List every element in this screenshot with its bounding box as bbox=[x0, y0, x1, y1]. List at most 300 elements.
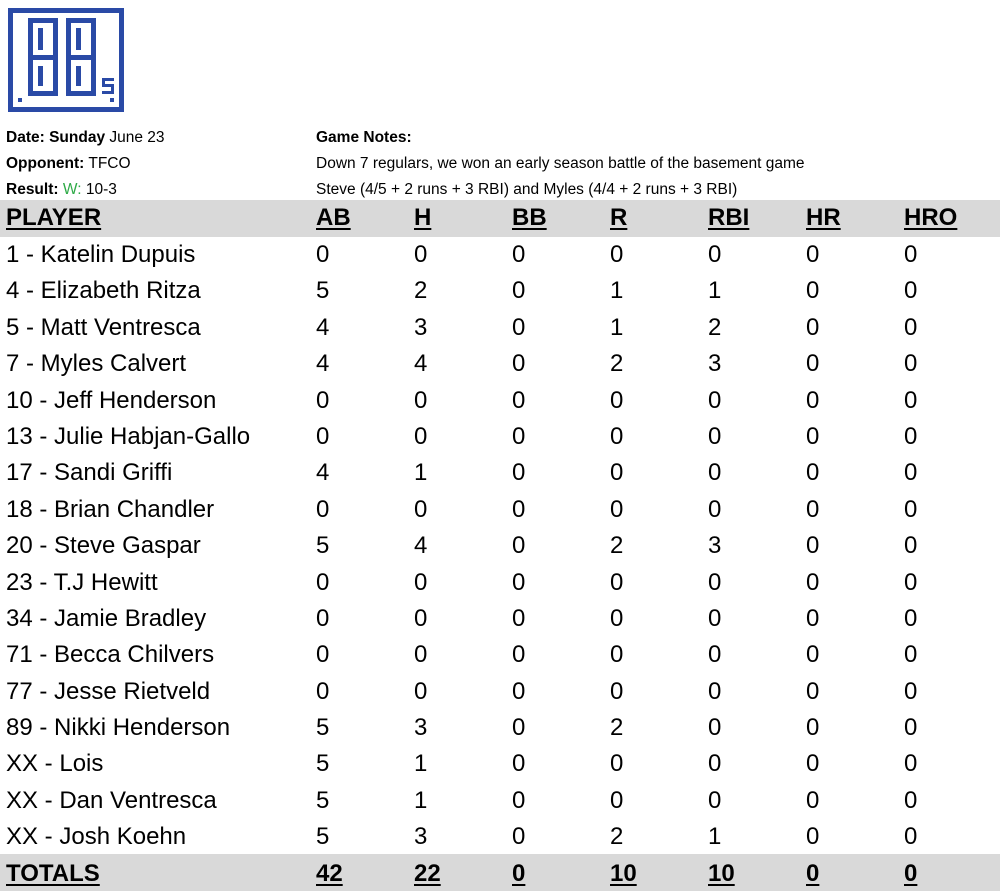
player-row-cell-ab bbox=[316, 419, 329, 455]
player-row-cell-h bbox=[414, 565, 427, 601]
player-row-cell-hr bbox=[806, 455, 819, 491]
player-row-value-player: 1 - Katelin Dupuis bbox=[6, 241, 196, 268]
player-row-value-h: 2 bbox=[414, 277, 428, 305]
player-row-value-h: 0 bbox=[414, 241, 428, 268]
player-row-cell-r bbox=[610, 455, 623, 491]
player-row-cell-bb bbox=[512, 273, 525, 309]
player-row-cell-rbi bbox=[708, 455, 721, 491]
player-row-cell-h bbox=[414, 383, 427, 419]
player-row-cell-ab bbox=[316, 674, 329, 710]
player-row-cell-hro bbox=[904, 819, 917, 855]
player-row-value-hro: 0 bbox=[904, 568, 918, 596]
player-row-value-h: 0 bbox=[414, 422, 428, 450]
player-row-value-hr: 0 bbox=[806, 750, 820, 778]
totals-row-cell-player bbox=[6, 856, 100, 892]
player-row-value-player: 18 - Brian Chandler bbox=[6, 495, 215, 523]
player-row-value-rbi: 1 bbox=[708, 277, 722, 305]
player-row-cell-hro bbox=[904, 419, 917, 455]
player-row-cell-rbi bbox=[708, 637, 721, 673]
player-row-value-bb: 0 bbox=[512, 823, 526, 851]
player-row-cell-bb bbox=[512, 455, 525, 491]
player-row-value-rbi: 1 bbox=[708, 823, 722, 851]
player-row-cell-ab bbox=[316, 310, 329, 346]
player-row-value-rbi: 0 bbox=[708, 568, 722, 596]
header-row-cell-h bbox=[414, 200, 431, 236]
team-logo bbox=[6, 6, 126, 114]
player-row-value-rbi: 0 bbox=[708, 604, 722, 632]
player-row-cell-h bbox=[414, 492, 427, 528]
header-row-value-rbi: RBI bbox=[708, 204, 750, 231]
player-row-cell-hr bbox=[806, 273, 819, 309]
player-row-value-hr: 0 bbox=[806, 277, 820, 305]
player-row-cell-r bbox=[610, 601, 623, 637]
header-row-cell-r bbox=[610, 200, 627, 236]
player-row-cell-rbi bbox=[708, 746, 721, 782]
game-notes-line-1: Down 7 regulars, we won an early season battle of the basement game bbox=[316, 155, 805, 172]
player-row-cell-rbi bbox=[708, 346, 721, 382]
player-row-cell-bb bbox=[512, 710, 525, 746]
player-row-value-hr: 0 bbox=[806, 313, 820, 341]
player-row-cell-rbi bbox=[708, 310, 721, 346]
player-row-cell-ab bbox=[316, 819, 329, 855]
player-row-value-h: 3 bbox=[414, 823, 428, 851]
player-row-value-h: 0 bbox=[414, 495, 428, 523]
player-row-cell-hr bbox=[806, 637, 819, 673]
player-row-value-bb: 0 bbox=[512, 241, 526, 268]
player-row-cell-hro bbox=[904, 383, 917, 419]
header-row-value-hro: HRO bbox=[904, 204, 958, 231]
player-row-cell-hro bbox=[904, 528, 917, 564]
player-row-value-ab: 0 bbox=[316, 568, 330, 596]
player-row-value-bb: 0 bbox=[512, 641, 526, 669]
player-row-cell-ab bbox=[316, 455, 329, 491]
player-row-value-hro: 0 bbox=[904, 459, 918, 487]
player-row bbox=[0, 237, 1000, 273]
player-row-value-hro: 0 bbox=[904, 532, 918, 560]
player-row-value-ab: 4 bbox=[316, 350, 330, 378]
player-row bbox=[0, 746, 1000, 782]
player-row-cell-r bbox=[610, 310, 623, 346]
player-row-value-h: 4 bbox=[414, 350, 428, 378]
player-row-value-h: 3 bbox=[414, 313, 428, 341]
player-row-cell-r bbox=[610, 492, 623, 528]
player-row-cell-bb bbox=[512, 637, 525, 673]
player-row-value-hr: 0 bbox=[806, 641, 820, 669]
player-row-cell-player bbox=[6, 783, 217, 819]
player-row-cell-r bbox=[610, 674, 623, 710]
game-info bbox=[6, 125, 165, 203]
player-row-cell-hro bbox=[904, 237, 917, 273]
player-row-value-ab: 0 bbox=[316, 422, 330, 450]
header-row-cell-player bbox=[6, 200, 101, 236]
date-label: Date: bbox=[6, 129, 45, 146]
player-row-cell-h bbox=[414, 237, 427, 273]
player-row-cell-rbi bbox=[708, 783, 721, 819]
player-row-value-hro: 0 bbox=[904, 277, 918, 305]
player-row-value-bb: 0 bbox=[512, 568, 526, 596]
player-row-cell-hro bbox=[904, 710, 917, 746]
player-row-value-rbi: 0 bbox=[708, 786, 722, 814]
totals-row-cell-r bbox=[610, 856, 637, 892]
totals-row-value-hr: 0 bbox=[806, 859, 820, 887]
header-row-cell-rbi bbox=[708, 200, 749, 236]
date-value: June 23 bbox=[109, 129, 165, 146]
player-row-cell-ab bbox=[316, 746, 329, 782]
game-notes-line-2: Steve (4/5 + 2 runs + 3 RBI) and Myles (4/4 + 2 runs + 3 RBI) bbox=[316, 181, 738, 198]
player-row-value-bb: 0 bbox=[512, 350, 526, 378]
player-row-value-hr: 0 bbox=[806, 568, 820, 596]
logo-88s-icon bbox=[6, 6, 126, 114]
player-row-cell-ab bbox=[316, 273, 329, 309]
player-row-cell-r bbox=[610, 819, 623, 855]
player-row-value-bb: 0 bbox=[512, 313, 526, 341]
player-row-value-ab: 5 bbox=[316, 823, 330, 851]
player-row-cell-hro bbox=[904, 455, 917, 491]
player-row-cell-player bbox=[6, 273, 201, 309]
totals-row-value-h: 22 bbox=[414, 859, 441, 887]
player-row-value-bb: 0 bbox=[512, 677, 526, 705]
player-row-value-bb: 0 bbox=[512, 386, 526, 414]
player-row-cell-bb bbox=[512, 565, 525, 601]
game-notes-title: Game Notes: bbox=[316, 129, 412, 146]
result-label: Result: bbox=[6, 181, 59, 198]
player-row-cell-rbi bbox=[708, 528, 721, 564]
header-row-cell-hro bbox=[904, 200, 957, 236]
player-row-value-hro: 0 bbox=[904, 641, 918, 669]
player-row-value-r: 0 bbox=[610, 677, 624, 705]
player-row-cell-rbi bbox=[708, 819, 721, 855]
totals-row-cell-rbi bbox=[708, 856, 735, 892]
player-row-value-bb: 0 bbox=[512, 714, 526, 742]
player-row-value-h: 3 bbox=[414, 714, 428, 742]
player-row-cell-h bbox=[414, 528, 427, 564]
player-row-cell-h bbox=[414, 455, 427, 491]
player-row-value-hro: 0 bbox=[904, 495, 918, 523]
player-row-value-r: 0 bbox=[610, 241, 624, 268]
player-row-value-player: XX - Josh Koehn bbox=[6, 823, 187, 851]
player-row-value-hro: 0 bbox=[904, 241, 918, 268]
player-row-cell-h bbox=[414, 419, 427, 455]
player-row bbox=[0, 419, 1000, 455]
player-row-cell-hr bbox=[806, 565, 819, 601]
player-row-value-h: 1 bbox=[414, 459, 428, 487]
player-row-cell-hro bbox=[904, 310, 917, 346]
player-row-cell-h bbox=[414, 637, 427, 673]
totals-row-cell-hr bbox=[806, 856, 819, 892]
stats-table bbox=[0, 200, 1000, 893]
header-row-value-h: H bbox=[414, 204, 432, 231]
player-row-value-ab: 0 bbox=[316, 241, 330, 268]
player-row-cell-hr bbox=[806, 783, 819, 819]
player-row-cell-rbi bbox=[708, 237, 721, 273]
totals-row-cell-ab bbox=[316, 856, 343, 892]
player-row-cell-rbi bbox=[708, 674, 721, 710]
player-row-value-h: 1 bbox=[414, 786, 428, 814]
date-day: Sunday bbox=[49, 129, 106, 146]
header-row-value-r: R bbox=[610, 204, 628, 231]
player-row-cell-h bbox=[414, 746, 427, 782]
player-row-value-hro: 0 bbox=[904, 750, 918, 778]
opponent-label: Opponent: bbox=[6, 155, 85, 172]
player-row-cell-player bbox=[6, 601, 206, 637]
player-row-cell-hr bbox=[806, 746, 819, 782]
player-row-value-r: 2 bbox=[610, 823, 624, 851]
player-row-cell-bb bbox=[512, 383, 525, 419]
player-row-value-hr: 0 bbox=[806, 786, 820, 814]
player-row-value-player: 17 - Sandi Griffi bbox=[6, 459, 173, 487]
player-row-value-hr: 0 bbox=[806, 677, 820, 705]
player-row-value-r: 0 bbox=[610, 386, 624, 414]
player-row-cell-player bbox=[6, 455, 172, 491]
player-row-value-ab: 5 bbox=[316, 714, 330, 742]
player-row-value-hro: 0 bbox=[904, 313, 918, 341]
player-row-value-player: 23 - T.J Hewitt bbox=[6, 568, 158, 596]
player-row-value-rbi: 0 bbox=[708, 422, 722, 450]
totals-row-value-r: 10 bbox=[610, 859, 637, 887]
player-row-value-h: 0 bbox=[414, 386, 428, 414]
player-row-cell-h bbox=[414, 710, 427, 746]
player-row-cell-hr bbox=[806, 674, 819, 710]
player-row-cell-player bbox=[6, 346, 186, 382]
player-row-value-ab: 0 bbox=[316, 641, 330, 669]
game-notes bbox=[316, 125, 805, 203]
player-row-cell-player bbox=[6, 383, 216, 419]
player-row-value-r: 0 bbox=[610, 641, 624, 669]
player-row-cell-ab bbox=[316, 783, 329, 819]
player-row-cell-bb bbox=[512, 419, 525, 455]
player-row bbox=[0, 674, 1000, 710]
player-row-cell-hr bbox=[806, 346, 819, 382]
header-row-cell-hr bbox=[806, 200, 841, 236]
result-score: 10-3 bbox=[85, 181, 117, 198]
player-row-cell-player bbox=[6, 746, 103, 782]
player-row-cell-player bbox=[6, 637, 214, 673]
player-row-cell-hro bbox=[904, 783, 917, 819]
player-row bbox=[0, 565, 1000, 601]
player-row-value-bb: 0 bbox=[512, 750, 526, 778]
player-row-cell-bb bbox=[512, 237, 525, 273]
player-row bbox=[0, 637, 1000, 673]
header-row-value-player: PLAYER bbox=[6, 204, 102, 231]
player-row-cell-hro bbox=[904, 492, 917, 528]
player-row-value-hr: 0 bbox=[806, 532, 820, 560]
player-row-cell-hr bbox=[806, 419, 819, 455]
player-row-value-ab: 0 bbox=[316, 677, 330, 705]
player-row-cell-hro bbox=[904, 273, 917, 309]
player-row-value-r: 0 bbox=[610, 786, 624, 814]
player-row-cell-hr bbox=[806, 383, 819, 419]
player-row-value-r: 0 bbox=[610, 750, 624, 778]
player-row-cell-player bbox=[6, 528, 201, 564]
player-row-value-h: 1 bbox=[414, 750, 428, 778]
player-row-value-hr: 0 bbox=[806, 714, 820, 742]
player-row-value-hro: 0 bbox=[904, 350, 918, 378]
player-row-cell-r bbox=[610, 528, 623, 564]
player-row-cell-player bbox=[6, 419, 250, 455]
player-row-cell-rbi bbox=[708, 710, 721, 746]
player-row-value-rbi: 0 bbox=[708, 459, 722, 487]
player-row-cell-hr bbox=[806, 310, 819, 346]
player-row-value-rbi: 0 bbox=[708, 750, 722, 778]
player-row-value-r: 2 bbox=[610, 532, 624, 560]
player-row-value-ab: 0 bbox=[316, 386, 330, 414]
totals-row-cell-h bbox=[414, 856, 441, 892]
player-row-cell-ab bbox=[316, 601, 329, 637]
player-row-cell-hr bbox=[806, 710, 819, 746]
player-row-value-hro: 0 bbox=[904, 677, 918, 705]
player-row-value-player: 89 - Nikki Henderson bbox=[6, 714, 231, 742]
player-row-cell-bb bbox=[512, 492, 525, 528]
player-row-cell-rbi bbox=[708, 565, 721, 601]
player-row bbox=[0, 819, 1000, 855]
player-row-cell-player bbox=[6, 565, 158, 601]
player-row-value-rbi: 0 bbox=[708, 495, 722, 523]
player-row-value-rbi: 0 bbox=[708, 641, 722, 669]
player-row bbox=[0, 601, 1000, 637]
totals-row-cell-hro bbox=[904, 856, 917, 892]
player-row-value-ab: 5 bbox=[316, 532, 330, 560]
player-row-cell-hr bbox=[806, 528, 819, 564]
player-row-cell-bb bbox=[512, 601, 525, 637]
player-row-value-ab: 4 bbox=[316, 459, 330, 487]
player-row-value-r: 1 bbox=[610, 277, 624, 305]
player-row-value-rbi: 2 bbox=[708, 313, 722, 341]
player-row-cell-ab bbox=[316, 492, 329, 528]
player-row-cell-hr bbox=[806, 237, 819, 273]
player-row-value-player: 4 - Elizabeth Ritza bbox=[6, 277, 201, 305]
player-row-value-ab: 0 bbox=[316, 495, 330, 523]
player-row-value-hr: 0 bbox=[806, 422, 820, 450]
player-row-cell-r bbox=[610, 783, 623, 819]
player-row-value-hro: 0 bbox=[904, 823, 918, 851]
player-row-cell-r bbox=[610, 565, 623, 601]
player-row-value-bb: 0 bbox=[512, 604, 526, 632]
player-row-value-hr: 0 bbox=[806, 823, 820, 851]
player-row-cell-r bbox=[610, 237, 623, 273]
player-row-cell-rbi bbox=[708, 492, 721, 528]
player-row-value-h: 0 bbox=[414, 604, 428, 632]
player-row-cell-rbi bbox=[708, 273, 721, 309]
player-row-value-hro: 0 bbox=[904, 422, 918, 450]
player-row-value-player: 13 - Julie Habjan-Gallo bbox=[6, 422, 251, 450]
player-row-cell-hr bbox=[806, 819, 819, 855]
player-row-value-h: 0 bbox=[414, 677, 428, 705]
player-row-value-rbi: 3 bbox=[708, 350, 722, 378]
player-row-cell-ab bbox=[316, 237, 329, 273]
player-row bbox=[0, 710, 1000, 746]
player-row-value-player: 10 - Jeff Henderson bbox=[6, 386, 217, 414]
date-line bbox=[6, 125, 165, 151]
player-row-cell-h bbox=[414, 346, 427, 382]
player-row bbox=[0, 528, 1000, 564]
player-row-value-hr: 0 bbox=[806, 459, 820, 487]
player-row-value-bb: 0 bbox=[512, 422, 526, 450]
player-row-value-ab: 4 bbox=[316, 313, 330, 341]
player-row-cell-r bbox=[610, 383, 623, 419]
player-row-cell-r bbox=[610, 419, 623, 455]
player-row-value-player: XX - Lois bbox=[6, 750, 104, 778]
player-row-value-ab: 5 bbox=[316, 750, 330, 778]
player-row bbox=[0, 346, 1000, 382]
player-row-value-bb: 0 bbox=[512, 786, 526, 814]
totals-row-value-ab: 42 bbox=[316, 859, 343, 887]
player-row-value-r: 2 bbox=[610, 714, 624, 742]
player-row-cell-bb bbox=[512, 783, 525, 819]
totals-row-value-player: TOTALS bbox=[6, 859, 100, 887]
player-row-cell-ab bbox=[316, 383, 329, 419]
player-row-cell-ab bbox=[316, 637, 329, 673]
player-row-cell-hr bbox=[806, 492, 819, 528]
player-row bbox=[0, 783, 1000, 819]
player-row-value-ab: 5 bbox=[316, 277, 330, 305]
totals-row-cell-bb bbox=[512, 856, 525, 892]
player-row-cell-h bbox=[414, 310, 427, 346]
player-row-cell-h bbox=[414, 601, 427, 637]
totals-row-value-hro: 0 bbox=[904, 859, 918, 887]
player-row-cell-player bbox=[6, 237, 195, 273]
player-row-value-rbi: 0 bbox=[708, 677, 722, 705]
player-row-value-ab: 0 bbox=[316, 604, 330, 632]
player-row-cell-hro bbox=[904, 637, 917, 673]
player-row-cell-r bbox=[610, 346, 623, 382]
player-row-cell-h bbox=[414, 783, 427, 819]
player-row-cell-r bbox=[610, 637, 623, 673]
player-row-cell-hr bbox=[806, 601, 819, 637]
player-row-cell-h bbox=[414, 819, 427, 855]
player-row-value-hr: 0 bbox=[806, 604, 820, 632]
player-row-cell-bb bbox=[512, 819, 525, 855]
player-row-cell-bb bbox=[512, 746, 525, 782]
player-row-value-bb: 0 bbox=[512, 495, 526, 523]
player-row-value-hro: 0 bbox=[904, 386, 918, 414]
player-row-cell-hro bbox=[904, 674, 917, 710]
header-row-cell-ab bbox=[316, 200, 351, 236]
player-row-value-hro: 0 bbox=[904, 714, 918, 742]
player-row bbox=[0, 492, 1000, 528]
player-row-value-r: 1 bbox=[610, 313, 624, 341]
player-row-cell-player bbox=[6, 819, 186, 855]
player-row-value-player: 5 - Matt Ventresca bbox=[6, 313, 201, 341]
header-row-value-ab: AB bbox=[316, 204, 351, 231]
player-row-cell-player bbox=[6, 310, 201, 346]
header-row-cell-bb bbox=[512, 200, 547, 236]
player-row-cell-bb bbox=[512, 310, 525, 346]
player-row-cell-hro bbox=[904, 601, 917, 637]
player-row-cell-player bbox=[6, 492, 214, 528]
player-row-value-r: 0 bbox=[610, 495, 624, 523]
player-row-cell-r bbox=[610, 273, 623, 309]
player-row bbox=[0, 455, 1000, 491]
player-row-value-rbi: 3 bbox=[708, 532, 722, 560]
player-row-value-h: 0 bbox=[414, 568, 428, 596]
player-row-value-r: 0 bbox=[610, 604, 624, 632]
player-row-value-ab: 5 bbox=[316, 786, 330, 814]
player-row-value-bb: 0 bbox=[512, 277, 526, 305]
player-row-cell-ab bbox=[316, 710, 329, 746]
player-row bbox=[0, 310, 1000, 346]
player-row bbox=[0, 383, 1000, 419]
player-row-value-player: 71 - Becca Chilvers bbox=[6, 641, 215, 669]
player-row-value-player: 77 - Jesse Rietveld bbox=[6, 677, 211, 705]
player-row-value-rbi: 0 bbox=[708, 386, 722, 414]
player-row-cell-player bbox=[6, 674, 210, 710]
player-row bbox=[0, 273, 1000, 309]
player-row-cell-ab bbox=[316, 565, 329, 601]
header-row bbox=[0, 200, 1000, 237]
header-row-value-hr: HR bbox=[806, 204, 841, 231]
player-row-cell-rbi bbox=[708, 601, 721, 637]
player-row-cell-rbi bbox=[708, 383, 721, 419]
